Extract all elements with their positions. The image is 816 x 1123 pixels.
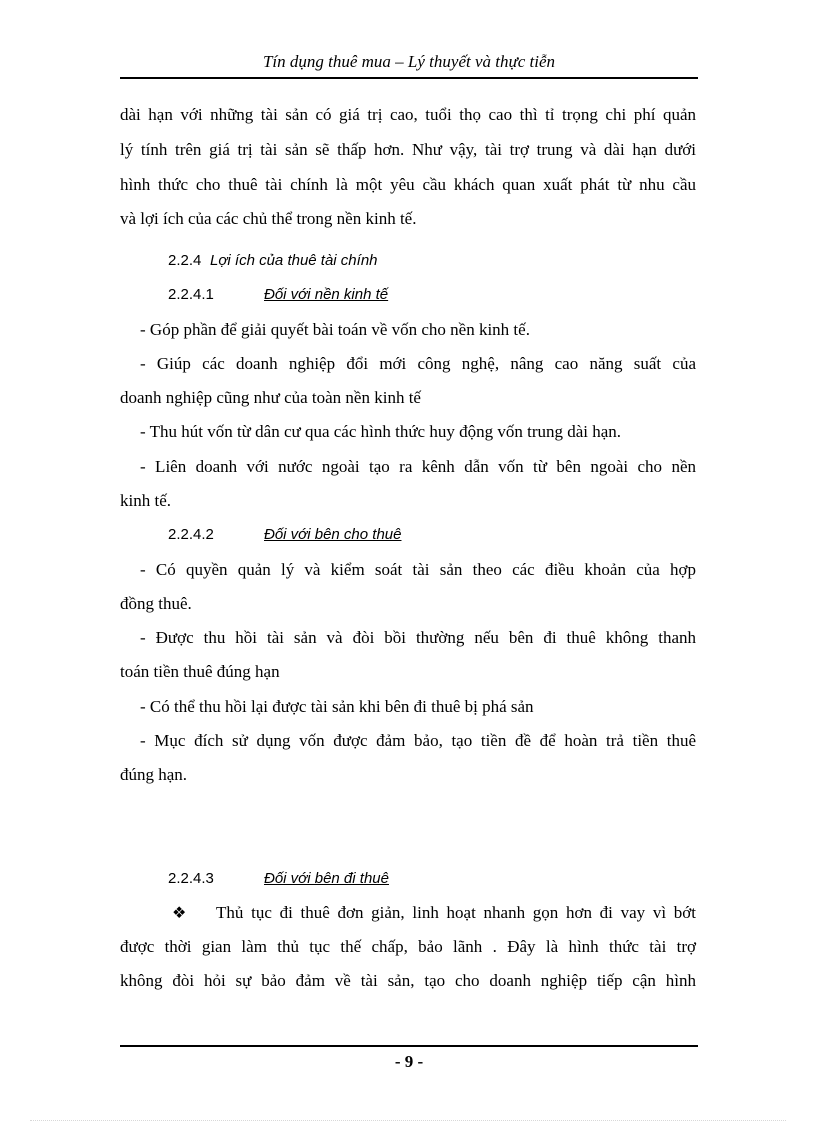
section-title: Đối với nền kinh tế xyxy=(264,286,389,303)
list-item-continuation: doanh nghiệp cũng như của toàn nền kinh tế xyxy=(120,388,421,407)
list-item-continuation: đồng thuê. xyxy=(120,594,192,613)
list-item: - Có thể thu hồi lại được tài sản khi bên đi thuê bị phá sản xyxy=(140,697,534,716)
list-item: - Mục đích sử dụng vốn được đảm bảo, tạo tiền đề để hoàn trả tiền thuê xyxy=(140,731,696,750)
section-title: Đối với bên đi thuê xyxy=(264,870,389,887)
paragraph-line: và lợi ích của các chủ thể trong nền kinh tế. xyxy=(120,209,417,228)
paragraph-line: không đòi hỏi sự bảo đảm về tài sản, tạo cho doanh nghiệp tiếp cận hình xyxy=(120,971,696,990)
header-title: Tín dụng thuê mua – Lý thuyết và thực tiễn xyxy=(262,52,556,71)
list-item: - Được thu hồi tài sản và đòi bồi thường nếu bên đi thuê không thanh xyxy=(140,628,696,647)
section-number: 2.2.4.2 xyxy=(168,526,214,543)
paragraph-line: được thời gian làm thủ tục thế chấp, bảo lãnh . Đây là hình thức tài trợ xyxy=(120,937,696,956)
header-rule xyxy=(120,77,698,79)
diamond-bullet-icon: ❖ xyxy=(172,903,187,922)
paragraph-line: hình thức cho thuê tài chính là một yêu cầu khách quan xuất phát từ nhu cầu xyxy=(120,175,696,194)
page-number: - 9 - xyxy=(394,1052,424,1071)
section-title: Đối với bên cho thuê xyxy=(264,526,402,543)
paragraph-line: lý tính trên giá trị tài sản sẽ thấp hơn. Như vậy, tài trợ trung và dài hạn dưới xyxy=(120,140,696,159)
footer-rule xyxy=(120,1045,698,1047)
section-heading-2-2-4-2 xyxy=(168,524,401,546)
paragraph-line: dài hạn với những tài sản có giá trị cao, tuổi thọ cao thì tỉ trọng chi phí quản xyxy=(120,105,696,124)
list-item: - Liên doanh với nước ngoài tạo ra kênh dẫn vốn từ bên ngoài cho nền xyxy=(140,457,696,476)
section-number: 2.2.4.3 xyxy=(168,870,214,887)
list-item: - Giúp các doanh nghiệp đổi mới công nghệ, nâng cao năng suất của xyxy=(140,354,696,373)
section-title: Lợi ích của thuê tài chính xyxy=(210,252,378,269)
page-edge-divider xyxy=(30,1120,786,1121)
paragraph-line: Thủ tục đi thuê đơn giản, linh hoạt nhanh gọn hơn đi vay vì bớt xyxy=(216,903,696,922)
list-item-continuation: kinh tế. xyxy=(120,491,171,510)
section-heading-2-2-4-3 xyxy=(168,868,389,890)
list-item: - Thu hút vốn từ dân cư qua các hình thức huy động vốn trung dài hạn. xyxy=(140,422,622,441)
list-item: - Có quyền quản lý và kiểm soát tài sản theo các điều khoản của hợp xyxy=(140,560,696,579)
list-item-continuation: đúng hạn. xyxy=(120,765,188,784)
section-number: 2.2.4.1 xyxy=(168,286,214,303)
list-item: - Góp phần để giải quyết bài toán về vốn cho nền kinh tế. xyxy=(140,320,530,339)
bulleted-paragraph-first-line xyxy=(120,902,696,924)
list-item-continuation: toán tiền thuê đúng hạn xyxy=(120,662,280,681)
section-heading-2-2-4-1 xyxy=(168,284,388,306)
section-number: 2.2.4 xyxy=(168,252,202,269)
section-heading-2-2-4 xyxy=(168,250,378,272)
